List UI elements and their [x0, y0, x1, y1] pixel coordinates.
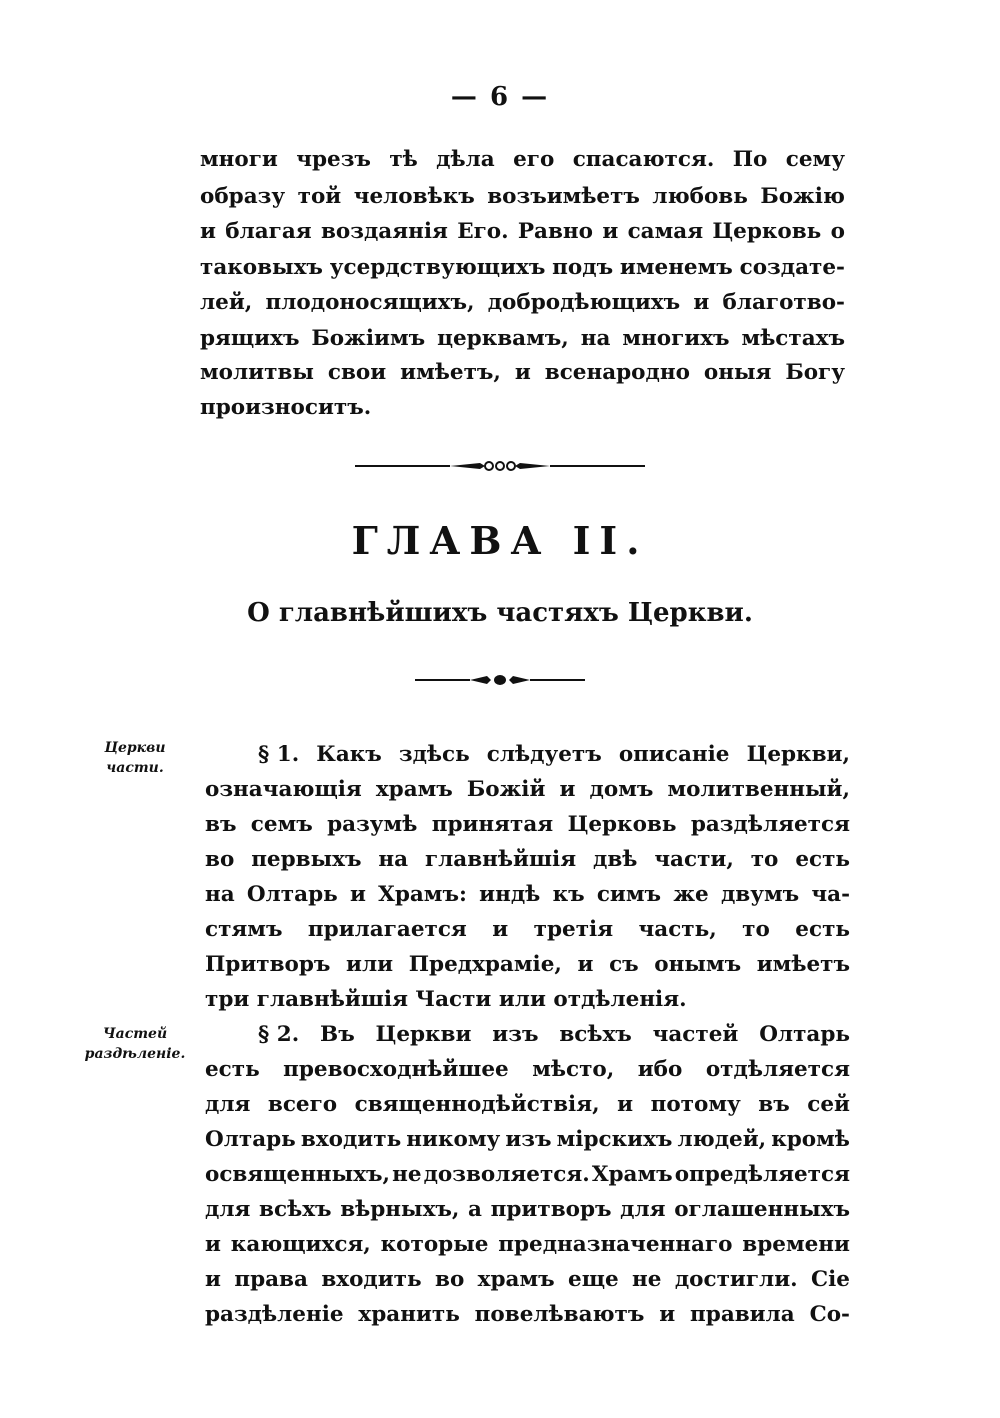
word: повелѣваютъ — [474, 1302, 645, 1327]
word: означающія — [205, 777, 362, 802]
word: благотво- — [722, 290, 845, 315]
word: Храмъ: — [378, 882, 467, 907]
margin-note-line: части. — [106, 760, 164, 776]
word: хранить — [358, 1302, 460, 1327]
word: то — [750, 847, 779, 872]
text-line — [200, 322, 845, 356]
word: для — [205, 1197, 251, 1222]
word: Храмъ — [591, 1162, 673, 1187]
word: частей — [652, 1022, 739, 1047]
word: здѣсь — [398, 742, 470, 767]
word: молитвы — [200, 360, 314, 385]
text-line — [200, 215, 845, 249]
text-line — [205, 913, 850, 947]
word: часть, — [638, 917, 717, 942]
word: кающихся, — [230, 1232, 371, 1257]
word: достигли. — [674, 1267, 798, 1292]
word: которые — [380, 1232, 489, 1257]
text-line — [205, 983, 850, 1017]
word: именемъ — [619, 255, 733, 280]
word: усердствующихъ — [329, 255, 546, 280]
word: лей, — [200, 290, 253, 315]
word: изъ — [492, 1022, 539, 1047]
word: Въ — [320, 1022, 355, 1047]
word: третія — [533, 917, 614, 942]
word: притворъ — [490, 1197, 612, 1222]
word: храмъ — [477, 1267, 555, 1292]
text-line — [205, 843, 850, 877]
word: двумъ — [720, 882, 800, 907]
word: или — [346, 952, 394, 977]
word: всѣхъ — [259, 1197, 332, 1222]
word: Притворъ — [205, 952, 331, 977]
word: разумѣ — [327, 812, 418, 837]
word: людей, — [677, 1127, 767, 1152]
ornament-divider-top — [0, 456, 1000, 476]
word: и — [659, 1302, 676, 1327]
word: Олтарь — [205, 1127, 296, 1152]
word: ча- — [811, 882, 850, 907]
text-line — [200, 391, 845, 425]
word: принятая — [431, 812, 554, 837]
word: таковыхъ — [200, 255, 323, 280]
word: мѣсто, — [532, 1057, 615, 1082]
text-line — [205, 1158, 850, 1192]
margin-note-line: Частей — [102, 1026, 168, 1042]
text-line — [205, 878, 850, 912]
word: мѣстахъ — [741, 326, 845, 351]
word: правила — [690, 1302, 795, 1327]
word: самая — [627, 219, 704, 244]
word: Церкви, — [746, 742, 850, 767]
text-line — [200, 180, 845, 214]
word: Божій — [466, 777, 546, 802]
word: потому — [650, 1092, 741, 1117]
word: оныя — [703, 360, 772, 385]
word: стямъ — [205, 917, 283, 942]
text-line — [205, 948, 850, 982]
chapter-title: ГЛАВА II. — [351, 518, 649, 563]
word: сему — [785, 147, 845, 172]
word: домъ — [589, 777, 654, 802]
word: есть — [795, 917, 850, 942]
word: Предхраміе, — [408, 952, 562, 977]
word: превосходнѣйшее — [283, 1057, 509, 1082]
word: есть — [205, 1057, 260, 1082]
word: храмъ — [375, 777, 453, 802]
word: двѣ — [593, 847, 638, 872]
word: три главнѣйшія Части или отдѣленія. — [205, 987, 687, 1012]
word: симъ — [596, 882, 662, 907]
word: кромѣ — [771, 1127, 850, 1152]
word: же — [673, 882, 709, 907]
word: его — [513, 147, 555, 172]
word: во — [205, 847, 235, 872]
word: на — [205, 882, 235, 907]
word: и — [602, 219, 619, 244]
margin-note-line: раздѣленіе. — [84, 1046, 186, 1062]
word: права — [234, 1267, 308, 1292]
word: а — [468, 1197, 482, 1222]
word: добродѣющихъ — [487, 290, 681, 315]
word: и — [693, 290, 710, 315]
text-line — [200, 251, 845, 285]
word: Равно — [517, 219, 594, 244]
word: прилагается — [307, 917, 467, 942]
word: въ — [205, 812, 237, 837]
word: сей — [807, 1092, 850, 1117]
word: освященныхъ, — [205, 1162, 391, 1187]
word: мірскихъ — [556, 1127, 673, 1152]
word: образу — [200, 184, 286, 209]
page-number: — 6 — — [450, 82, 550, 112]
chapter-subtitle: О главнѣйшихъ частяхъ Церкви. — [247, 598, 753, 628]
word: всего — [267, 1092, 338, 1117]
word: человѣкъ — [353, 184, 475, 209]
word: не — [632, 1267, 662, 1292]
word: подъ — [552, 255, 614, 280]
text-line — [258, 1018, 850, 1052]
text-line — [205, 1123, 850, 1157]
text-line — [200, 143, 845, 177]
word: священнодѣйствія, — [354, 1092, 600, 1117]
text-line — [205, 808, 850, 842]
word: онымъ — [654, 952, 742, 977]
word: и — [577, 952, 594, 977]
word: и — [205, 1267, 221, 1292]
word: чрезъ — [296, 147, 371, 172]
word: и — [617, 1092, 634, 1117]
word: и — [200, 219, 216, 244]
word: Богу — [785, 360, 845, 385]
word: индѣ — [479, 882, 541, 907]
word: Сіе — [811, 1267, 850, 1292]
text-line — [205, 1298, 850, 1332]
word: отдѣляется — [705, 1057, 850, 1082]
word: всенародно — [544, 360, 690, 385]
word: и — [514, 360, 531, 385]
word: церквамъ, — [437, 326, 569, 351]
margin-note-parts-division — [80, 1024, 190, 1064]
word: описаніе — [618, 742, 730, 767]
text-line — [205, 1088, 850, 1122]
word: на — [580, 326, 611, 351]
word: входить — [300, 1127, 402, 1152]
word: свои — [327, 360, 387, 385]
word: оглашенныхъ — [674, 1197, 850, 1222]
word: Олтарь — [759, 1022, 850, 1047]
word: слѣдуетъ — [486, 742, 602, 767]
text-line — [205, 1193, 850, 1227]
word: той — [297, 184, 342, 209]
word: никому — [406, 1127, 501, 1152]
word: входить — [321, 1267, 422, 1292]
word: спасаются. — [572, 147, 715, 172]
word: части, — [654, 847, 734, 872]
word: Со- — [809, 1302, 850, 1327]
text-line — [205, 1053, 850, 1087]
word: раздѣляется — [690, 812, 850, 837]
word: Церковь — [567, 812, 677, 837]
word: Божію — [760, 184, 845, 209]
word: ибо — [637, 1057, 683, 1082]
word: съ — [609, 952, 639, 977]
word: въ — [758, 1092, 790, 1117]
word: времени — [742, 1232, 850, 1257]
text-line — [200, 356, 845, 390]
ornament-divider-bottom — [0, 670, 1000, 690]
word: Какъ — [316, 742, 382, 767]
word: молитвенный, — [667, 777, 850, 802]
word: и — [349, 882, 366, 907]
word: и — [205, 1232, 221, 1257]
word: главнѣйшія — [424, 847, 577, 872]
text-line — [205, 773, 850, 807]
word: тѣ — [389, 147, 418, 172]
word: и — [559, 777, 576, 802]
word: создате- — [739, 255, 845, 280]
word: не — [392, 1162, 422, 1187]
word: первыхъ — [251, 847, 362, 872]
word: и — [492, 917, 509, 942]
word: еще — [568, 1267, 619, 1292]
word: любовь — [652, 184, 748, 209]
word: дозволяется. — [423, 1162, 590, 1187]
word: для — [205, 1092, 251, 1117]
ornament-rule-icon — [355, 456, 645, 476]
word: вѣрныхъ, — [340, 1197, 460, 1222]
word: Олтарь — [246, 882, 338, 907]
text-line — [258, 738, 850, 772]
word: Божіимъ — [311, 326, 426, 351]
ornament-rule-icon — [415, 670, 585, 690]
word: Его. — [457, 219, 509, 244]
word: дѣла — [436, 147, 495, 172]
word: § 1. — [258, 742, 300, 767]
word: раздѣленіе — [205, 1302, 344, 1327]
word: благая — [225, 219, 312, 244]
word: плодоносящихъ, — [265, 290, 475, 315]
word: предназначеннаго — [498, 1232, 733, 1257]
word: По — [732, 147, 768, 172]
margin-note-line: Церкви — [104, 740, 166, 756]
word: возъимѣетъ — [487, 184, 640, 209]
word: многи — [200, 147, 278, 172]
word: на — [378, 847, 409, 872]
word: воздаянія — [320, 219, 448, 244]
word: всѣхъ — [559, 1022, 632, 1047]
word: то — [742, 917, 770, 942]
word: § 2. — [258, 1022, 300, 1047]
word: имѣетъ — [756, 952, 850, 977]
word: для — [620, 1197, 666, 1222]
word: семъ — [250, 812, 313, 837]
word: о — [830, 219, 845, 244]
word: произноситъ. — [200, 395, 372, 420]
text-line — [200, 286, 845, 320]
word: имѣетъ, — [400, 360, 501, 385]
word: изъ — [505, 1127, 552, 1152]
word: Церковь — [712, 219, 822, 244]
word: рящихъ — [200, 326, 300, 351]
text-line — [205, 1263, 850, 1297]
word: Церкви — [375, 1022, 472, 1047]
word: во — [435, 1267, 465, 1292]
margin-note-church-parts — [80, 738, 190, 778]
word: есть — [795, 847, 850, 872]
word: многихъ — [622, 326, 730, 351]
text-line — [205, 1228, 850, 1262]
word: къ — [552, 882, 585, 907]
word: опредѣляется — [674, 1162, 850, 1187]
